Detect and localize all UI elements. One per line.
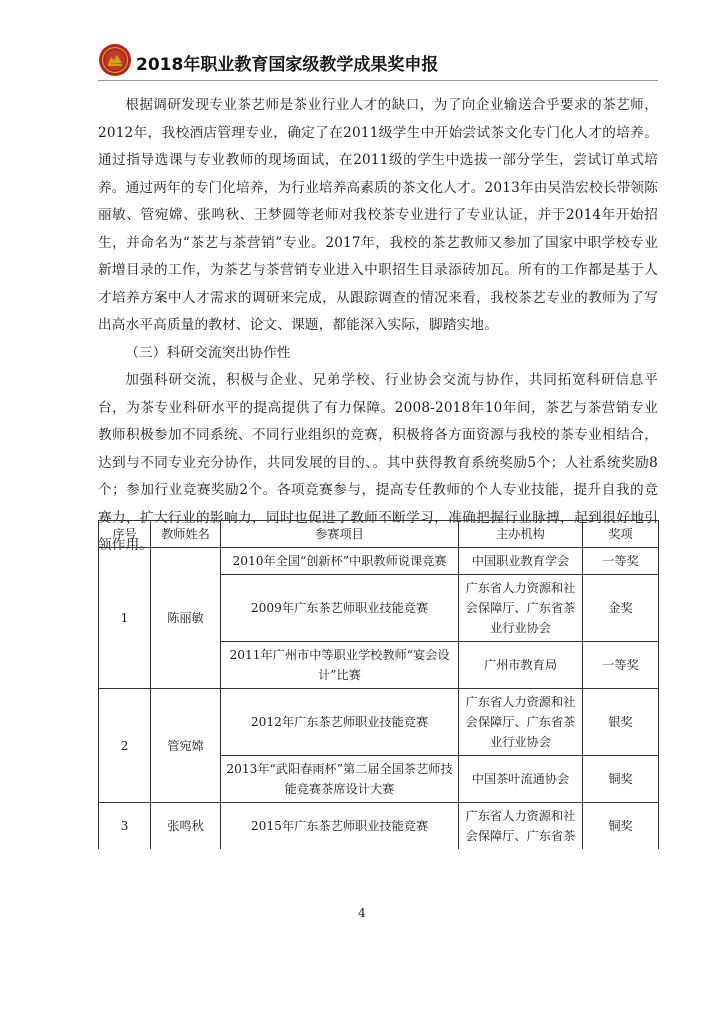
table-row xyxy=(99,689,659,756)
event-name: 2015年广东茶艺师职业技能竞赛 xyxy=(221,803,459,850)
event-name: 2011年广州市中等职业学校教师“宴会设计”比赛 xyxy=(221,642,459,689)
school-logo-icon xyxy=(98,43,132,77)
award: 金奖 xyxy=(583,575,659,642)
teacher-name: 张鸣秋 xyxy=(151,803,221,850)
row-number: 3 xyxy=(99,803,151,850)
event-name: 2010年全国“创新杯”中职教师说课竞赛 xyxy=(221,548,459,575)
header-title: 2018年职业教育国家级教学成果奖申报 xyxy=(136,55,439,75)
row-number: 2 xyxy=(99,689,151,803)
organizer: 广州市教育局 xyxy=(459,642,583,689)
row-number: 1 xyxy=(99,548,151,689)
header-event: 参赛项目 xyxy=(221,521,459,548)
award: 一等奖 xyxy=(583,548,659,575)
table-header-row xyxy=(99,521,659,548)
table-row xyxy=(99,548,659,575)
award: 铜奖 xyxy=(583,756,659,803)
body-text xyxy=(98,92,658,560)
award: 铜奖 xyxy=(583,803,659,850)
organizer: 广东省人力资源和社会保障厅、广东省茶业行业协会 xyxy=(459,689,583,756)
event-name: 2009年广东茶艺师职业技能竞赛 xyxy=(221,575,459,642)
header-org: 主办机构 xyxy=(459,521,583,548)
paragraph-2: 加强科研交流，积极与企业、兄弟学校、行业协会交流与协作，共同拓宽科研信息平台，为茶专业科研水平的提高提供了有力保障。2008-2018年10年间，茶艺与茶营销专业教师积极参加不同系统、不同行业组织的竞赛，积极将各方面资源与我校的茶专业相结合，达到与不同专业充分协作，共同发展的目的、。其中获得教育系统奖励5个；人社系统奖励8个；参加行业竞赛奖励2个。各项竞赛参与，提高专任教师的个人专业技能，提升自我的竞赛力，扩大行业的影响力，同时也促进了教师不断学习，准确把握行业脉搏，起到很好地引领作用。 xyxy=(98,372,658,553)
teacher-name: 管宛嫦 xyxy=(151,689,221,803)
awards-table xyxy=(98,520,659,849)
table-row xyxy=(99,803,659,850)
header-teacher: 教师姓名 xyxy=(151,521,221,548)
award: 银奖 xyxy=(583,689,659,756)
award: 一等奖 xyxy=(583,642,659,689)
organizer: 广东省人力资源和社会保障厅、广东省茶业行业协会 xyxy=(459,575,583,642)
organizer: 中国职业教育学会 xyxy=(459,548,583,575)
event-name: 2012年广东茶艺师职业技能竞赛 xyxy=(221,689,459,756)
teacher-name: 陈丽敏 xyxy=(151,548,221,689)
header-award: 奖项 xyxy=(583,521,659,548)
page-number: 4 xyxy=(358,906,366,920)
header-divider xyxy=(98,80,658,81)
paragraph-1: 根据调研发现专业茶艺师是茶业行业人才的缺口，为了向企业输送合乎要求的茶艺师，2012年，我校酒店管理专业，确定了在2011级学生中开始尝试茶文化专门化人才的培养。通过指导选课与专业教师的现场面试，在2011级的学生中选拔一部分学生，尝试订单式培养。通过两年的专门化培养，为行业培养高素质的茶文化人才。2013年由吴浩宏校长带领陈丽敏、管宛嫦、张鸣秋、王梦圆等老师对我校茶专业进行了专业认证，并于2014年开始招生，并命名为“茶艺与茶营销”专业。2017年，我校的茶艺教师又参加了国家中职学校专业新增目录的工作，为茶艺与茶营销专业进入中职招生目录添砖加瓦。所有的工作都是基于人才培养方案中人才需求的调研来完成，从跟踪调查的情况来看，我校茶艺专业的教师为了写出高水平高质量的教材、论文、课题，都能深入实际，脚踏实地。 xyxy=(98,97,658,333)
header-no: 序号 xyxy=(99,521,151,548)
organizer: 中国茶叶流通协会 xyxy=(459,756,583,803)
section-subheading: （三）科研交流突出协作性 xyxy=(125,344,291,361)
event-name: 2013年“武阳春雨杯”第二届全国茶艺师技能竞赛茶席设计大赛 xyxy=(221,756,459,803)
organizer: 广东省人力资源和社会保障厅、广东省茶 xyxy=(459,803,583,850)
